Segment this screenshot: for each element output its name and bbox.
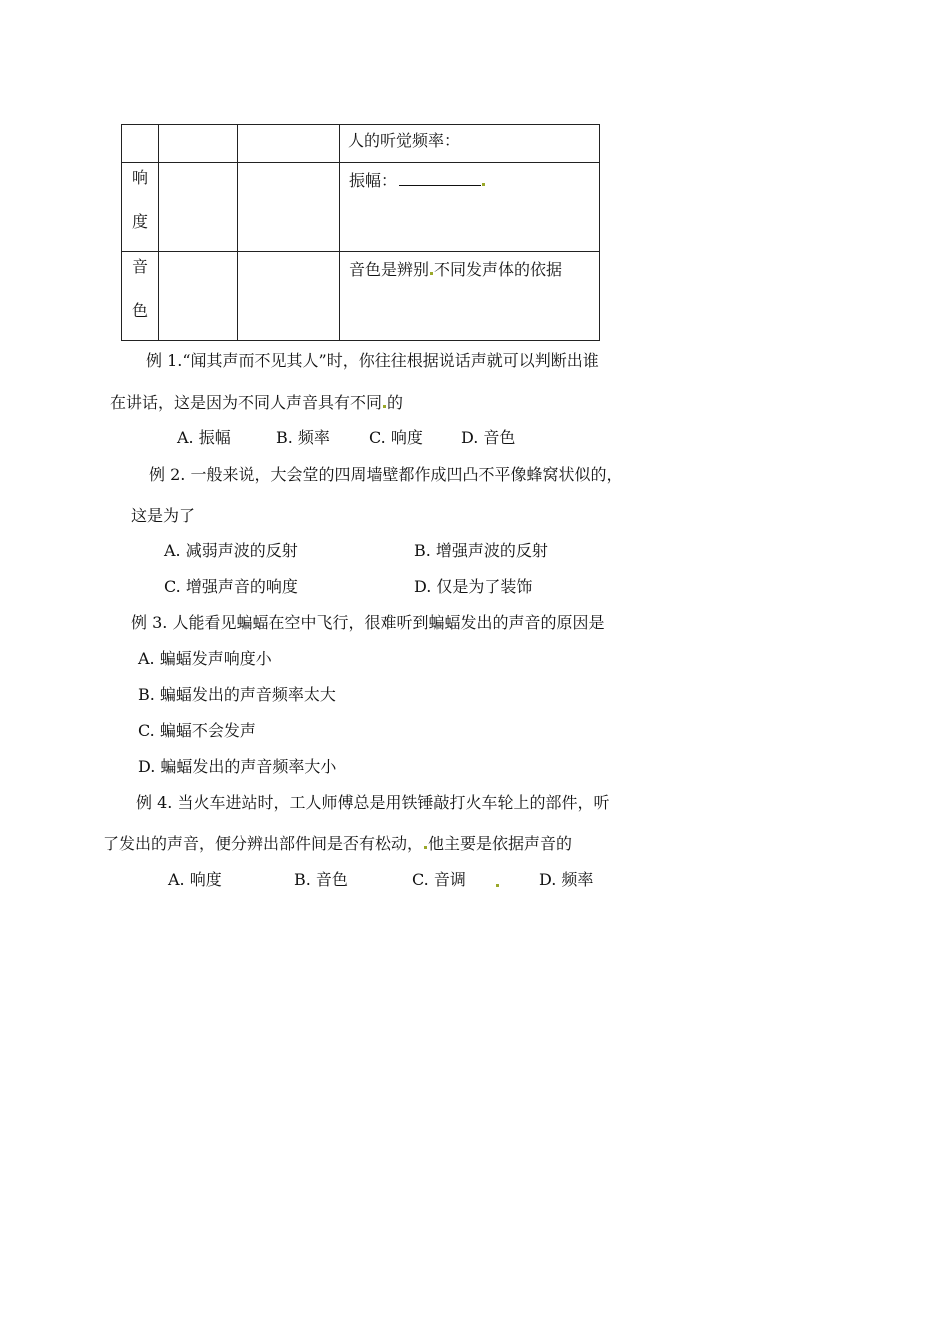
example-4-option-b: B. 音色 bbox=[294, 870, 348, 889]
example-2-option-c: C. 增强声音的响度 bbox=[164, 577, 298, 596]
timbre-text-2: 不同发声体的依据 bbox=[434, 260, 563, 279]
timbre-label-1: 音 bbox=[132, 257, 149, 276]
table-cell bbox=[340, 252, 600, 341]
example-1-question-line-1: 例 1.“闻其声而不见其人”时，你往往根据说话声就可以判断出谁 bbox=[146, 351, 599, 370]
table-cell bbox=[238, 252, 340, 341]
table-cell bbox=[340, 163, 600, 252]
table-cell bbox=[340, 125, 600, 163]
example-1-option-b: B. 频率 bbox=[276, 428, 330, 447]
amplitude-label: 振幅： bbox=[349, 171, 398, 190]
table-cell bbox=[159, 163, 238, 252]
table-row bbox=[122, 252, 600, 341]
fill-blank bbox=[399, 171, 481, 186]
example-3-option-b: B. 蝙蝠发出的声音频率太大 bbox=[138, 685, 336, 704]
hearing-frequency-label: 人的听觉频率： bbox=[348, 131, 461, 150]
example-4-question-text: 了发出的声音，便分辨出部件间是否有松动， bbox=[103, 834, 424, 853]
loudness-label-1: 响 bbox=[132, 168, 149, 187]
example-2-question-line-1: 例 2. 一般来说，大会堂的四周墙壁都作成凹凸不平像蜂窝状似的， bbox=[149, 465, 623, 484]
example-3-question: 例 3. 人能看见蝙蝠在空中飞行，很难听到蝙蝠发出的声音的原因是 bbox=[131, 613, 605, 632]
table-cell bbox=[238, 163, 340, 252]
comparison-table bbox=[121, 124, 600, 341]
example-4-option-d: D. 频率 bbox=[539, 870, 594, 889]
table-row bbox=[122, 125, 600, 163]
mark-dot bbox=[482, 183, 485, 186]
timbre-text-1: 音色是辨别 bbox=[349, 260, 430, 279]
example-4-question-end: 他主要是依据声音的 bbox=[428, 834, 573, 853]
table-cell bbox=[122, 125, 159, 163]
mark-dot bbox=[424, 846, 427, 849]
mark-dot bbox=[383, 405, 386, 408]
timbre-label-2: 色 bbox=[132, 301, 149, 320]
example-4-option-c: C. 音调 bbox=[412, 870, 466, 889]
example-1-option-d: D. 音色 bbox=[461, 428, 516, 447]
example-4-question-line-2 bbox=[103, 834, 572, 854]
example-2-option-b: B. 增强声波的反射 bbox=[414, 541, 548, 560]
example-2-option-a: A. 减弱声波的反射 bbox=[164, 541, 298, 560]
example-1-option-a: A. 振幅 bbox=[177, 428, 231, 447]
example-2-question-line-2: 这是为了 bbox=[131, 506, 196, 525]
example-1-question-end: 的 bbox=[387, 393, 404, 412]
example-4-question-line-1: 例 4. 当火车进站时，工人师傅总是用铁锤敲打火车轮上的部件，听 bbox=[136, 793, 610, 812]
table-cell bbox=[159, 125, 238, 163]
table-cell bbox=[238, 125, 340, 163]
table-row bbox=[122, 163, 600, 252]
table-cell bbox=[122, 252, 159, 341]
mark-dot bbox=[496, 884, 499, 887]
example-4-option-a: A. 响度 bbox=[168, 870, 222, 889]
example-1-option-c: C. 响度 bbox=[369, 428, 423, 447]
example-3-option-a: A. 蝙蝠发声响度小 bbox=[138, 649, 272, 668]
example-2-option-d: D. 仅是为了装饰 bbox=[414, 577, 533, 596]
example-1-question-line-2 bbox=[110, 393, 403, 413]
table-cell bbox=[122, 163, 159, 252]
table-cell bbox=[159, 252, 238, 341]
loudness-label-2: 度 bbox=[132, 212, 149, 231]
example-3-option-d: D. 蝙蝠发出的声音频率大小 bbox=[138, 757, 337, 776]
mark-dot bbox=[430, 272, 433, 275]
example-3-option-c: C. 蝙蝠不会发声 bbox=[138, 721, 256, 740]
example-1-question-text: 在讲话，这是因为不同人声音具有不同 bbox=[110, 393, 383, 412]
